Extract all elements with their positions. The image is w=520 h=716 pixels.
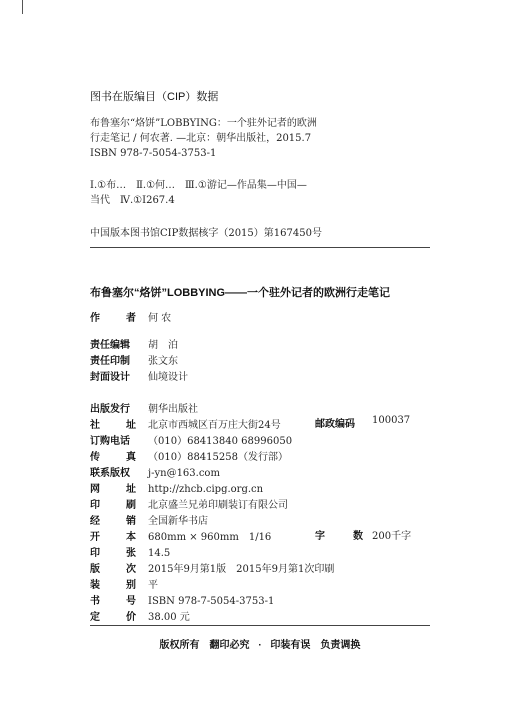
isbn-value: ISBN 978-7-5054-3753-1 xyxy=(148,596,275,607)
word-count-value: 200千字 xyxy=(372,531,412,542)
copyright-contact-label: 联系版权 xyxy=(90,468,130,479)
pub-row-printer xyxy=(90,495,288,509)
label-char: 价 xyxy=(126,612,136,623)
pub-row-publisher xyxy=(90,399,198,413)
pub-row-fax xyxy=(90,447,288,461)
label-char: 刷 xyxy=(126,500,136,511)
label-char: 经 xyxy=(90,516,100,527)
label-char: 作 xyxy=(90,313,100,324)
label-char: 号 xyxy=(126,596,136,607)
editor-label: 责任编辑 xyxy=(90,340,130,351)
label-char: 者 xyxy=(126,313,136,324)
publisher-value: 朝华出版社 xyxy=(148,404,198,415)
distributor-value: 全国新华书店 xyxy=(148,516,208,527)
cip-class-line: 当代 Ⅳ.①I267.4 xyxy=(90,195,175,206)
book-title: 布鲁塞尔“烙饼”LOBBYING——一个驻外记者的欧洲行走笔记 xyxy=(90,287,391,299)
label-char: 印 xyxy=(90,500,100,511)
pub-row-isbn xyxy=(90,591,274,605)
binding-value: 平 xyxy=(148,580,158,591)
label-char: 址 xyxy=(126,484,136,495)
label-char: 销 xyxy=(126,516,136,527)
credit-row-cover-design xyxy=(90,367,188,381)
cip-classification xyxy=(90,178,307,208)
label-char: 开 xyxy=(90,532,100,543)
credit-row-printing-editor xyxy=(90,351,178,365)
pub-row-distributor xyxy=(90,511,208,525)
cover-design-label: 封面设计 xyxy=(90,372,130,383)
pub-row-order-phone xyxy=(90,431,292,445)
website-value: http://zhcb.cipg.org.cn xyxy=(148,484,264,495)
cip-entry xyxy=(90,116,317,161)
printer-value: 北京盛兰兄弟印刷装订有限公司 xyxy=(148,500,288,511)
label-char: 装 xyxy=(90,580,100,591)
editor-value: 胡 泊 xyxy=(148,340,178,351)
cip-entry-line: 行走笔记 / 何农著. —北京：朝华出版社，2015.7 xyxy=(90,133,312,144)
pub-row-website xyxy=(90,479,263,493)
label-char: 真 xyxy=(126,452,136,463)
publisher-label: 出版发行 xyxy=(90,404,130,415)
cip-heading: 图书在版编目（CIP）数据 xyxy=(90,91,219,103)
cip-class-line: Ⅰ.①布… Ⅱ.①何… Ⅲ.①游记—作品集—中国— xyxy=(90,180,307,191)
pub-row-address xyxy=(90,415,430,429)
crop-mark xyxy=(22,0,23,14)
label-char: 社 xyxy=(90,420,100,431)
printing-editor-value: 张文东 xyxy=(148,356,178,367)
divider-bottom xyxy=(90,625,430,626)
order-phone-value: （010）68413840 68996050 xyxy=(148,436,293,447)
fax-value: （010）88415258（发行部） xyxy=(148,452,288,463)
label-char: 网 xyxy=(90,484,100,495)
printing-editor-label: 责任印制 xyxy=(90,356,130,367)
pub-row-edition xyxy=(90,559,334,573)
pub-row-price xyxy=(90,607,190,621)
label-char: 印 xyxy=(90,548,100,559)
credit-row-author xyxy=(90,308,171,322)
credit-row-editor xyxy=(90,335,178,349)
address-value: 北京市西城区百万庄大街24号 xyxy=(148,420,281,431)
format-value: 680mm × 960mm 1/16 xyxy=(148,532,272,543)
label-char: 本 xyxy=(126,532,136,543)
edition-value: 2015年9月第1版 2015年9月第1次印刷 xyxy=(148,564,335,575)
cip-entry-line: 布鲁塞尔“烙饼”LOBBYING：一个驻外记者的欧洲 xyxy=(90,118,317,129)
label-char: 张 xyxy=(126,548,136,559)
price-value: 38.00 元 xyxy=(148,612,190,623)
cip-entry-line: ISBN 978-7-5054-3753-1 xyxy=(90,148,217,159)
pub-row-format xyxy=(90,527,430,541)
author-value: 何 农 xyxy=(148,313,172,324)
pub-row-binding xyxy=(90,575,158,589)
pub-row-copyright-contact xyxy=(90,463,220,477)
label-char: 次 xyxy=(126,564,136,575)
label-char: 别 xyxy=(126,580,136,591)
label-char: 定 xyxy=(90,612,100,623)
cover-design-value: 仙境设计 xyxy=(148,372,188,383)
label-char: 书 xyxy=(90,596,100,607)
label-char: 传 xyxy=(90,452,100,463)
copyright-notice: 版权所有 翻印必究 · 印装有误 负责调换 xyxy=(159,640,361,651)
copyright-contact-value: j-yn@163.com xyxy=(148,468,220,479)
cip-core-note: 中国版本图书馆CIP数据核字（2015）第167450号 xyxy=(90,228,322,239)
label-char: 版 xyxy=(90,564,100,575)
order-phone-label: 订购电话 xyxy=(90,436,130,447)
sheets-value: 14.5 xyxy=(148,548,171,559)
label-char: 址 xyxy=(126,420,136,431)
label-char: 字 xyxy=(315,531,325,542)
pub-row-sheets xyxy=(90,543,170,557)
postcode-value: 100037 xyxy=(372,415,411,426)
label-char: 数 xyxy=(353,531,363,542)
divider-top xyxy=(90,247,430,248)
postcode-label: 邮政编码 xyxy=(315,419,355,430)
